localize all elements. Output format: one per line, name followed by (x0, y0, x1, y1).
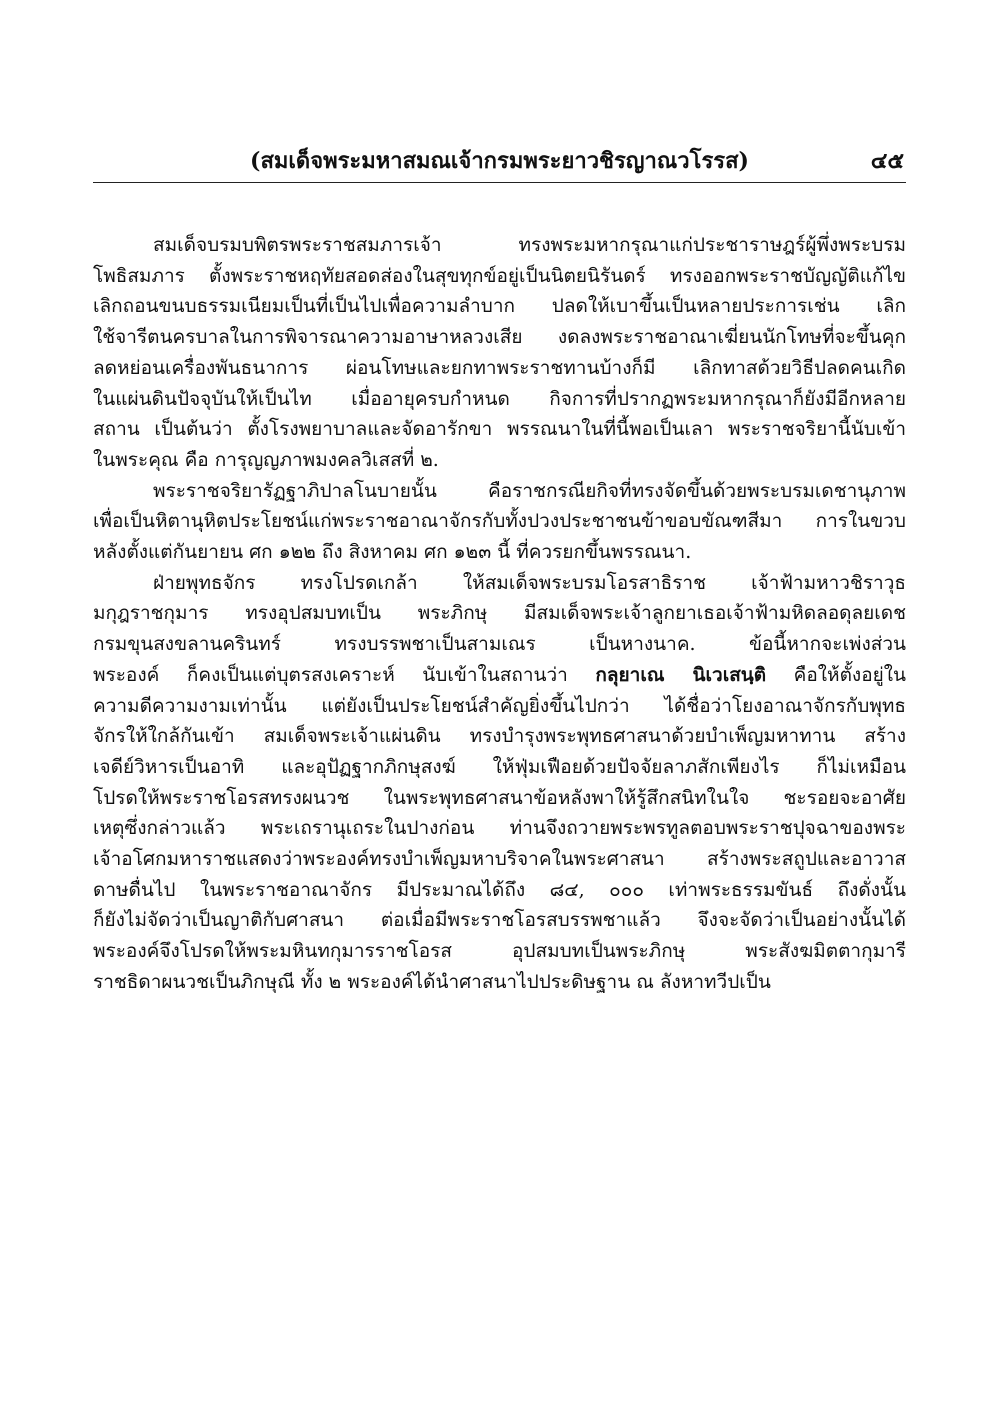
text-line: มกุฎราชกุมาร ทรงอุปสมบทเป็น พระภิกษุ มีสมเด็จพระเจ้าลูกยาเธอเจ้าฟ้ามหิดลอดุลยเดช (93, 602, 906, 625)
text-line: ความดีความงามเท่านั้น แต่ยังเป็นประโยชน์สำคัญยิ่งขึ้นไปกว่า ได้ชื่อว่าโยงอาณาจักรกับพุทธ (93, 694, 906, 717)
text-line: จักรให้ใกล้กันเข้า สมเด็จพระเจ้าแผ่นดิน ทรงบำรุงพระพุทธศาสนาด้วยบำเพ็ญมหาทาน สร้าง (93, 725, 906, 748)
body-text (93, 230, 906, 998)
text-line: โปรดให้พระราชโอรสทรงผนวช ในพระพุทธศาสนาข้อหลังพาให้รู้สึกสนิทในใจ ชะรอยจะอาศัย (93, 786, 906, 809)
text-segment: คือให้ตั้งอยู่ใน (766, 663, 906, 686)
text-line: ฝ่ายพุทธจักร ทรงโปรดเกล้า ให้สมเด็จพระบรมโอรสาธิราช เจ้าฟ้ามหาวชิราวุธ (153, 571, 906, 594)
paragraph-1 (93, 230, 906, 476)
text-line: ใช้จารีตนครบาลในการพิจารณาความอาษาหลวงเสีย งดลงพระราชอาณาเฆี่ยนนักโทษที่จะขึ้นคุก (93, 326, 906, 349)
text-line: สถาน เป็นต้นว่า ตั้งโรงพยาบาลและจัดอารักขา พรรณนาในที่นี้พอเป็นเลา พระราชจริยานี้นับเข้า (93, 418, 906, 441)
text-line: ลดหย่อนเครื่องพันธนาการ ผ่อนโทษและยกทาพระราชทานบ้างก็มี เลิกทาสด้วยวิธีปลดคนเกิด (93, 356, 906, 379)
header-title: (สมเด็จพระมหาสมณเจ้ากรมพระยาวชิรญาณวโรรส) (250, 148, 749, 174)
text-segment: พระองค์ ก็คงเป็นแต่บุตรสงเคราะห์ นับเข้าในสถานว่า (93, 663, 596, 686)
text-line: เจ้าอโศกมหาราชแสดงว่าพระองค์ทรงบำเพ็ญมหาบริจาคในพระศาสนา สร้างพระสถูปและอาวาส (93, 848, 906, 871)
text-line: ในพระคุณ คือ การุญญภาพมงคลวิเสสที่ ๒. (93, 448, 439, 471)
paragraph-3 (93, 568, 906, 998)
text-line: พระราชจริยารัฏฐาภิปาลโนบายนั้น คือราชกรณียกิจที่ทรงจัดขึ้นด้วยพระบรมเดชานุภาพ (153, 479, 906, 502)
text-line: โพธิสมภาร ตั้งพระราชหฤทัยสอดส่องในสุขทุกข์อยู่เป็นนิตยนิรันดร์ ทรงออกพระราชบัญญัติแก้ไข (93, 264, 906, 287)
text-line: ในแผ่นดินปัจจุบันให้เป็นไท เมื่ออายุครบกำหนด กิจการที่ปรากฏพระมหากรุณาก็ยังมีอีกหลาย (93, 387, 906, 410)
text-line: เพื่อเป็นหิตานุหิตประโยชน์แก่พระราชอาณาจักรกับทั้งปวงประชาชนข้าขอบขัณฑสีมา การในขวบ (93, 510, 906, 533)
text-line: สมเด็จบรมบพิตรพระราชสมภารเจ้า ทรงพระมหากรุณาแก่ประชาราษฎร์ผู้พึ่งพระบรม (153, 234, 906, 256)
text-line: เลิกถอนขนบธรรมเนียมเป็นที่เป็นไปเพื่อความลำบาก ปลดให้เบาขึ้นเป็นหลายประการเช่น เลิก (93, 295, 906, 318)
paragraph-2 (93, 476, 906, 568)
text-line: เจดีย์วิหารเป็นอาทิ และอุปัฏฐากภิกษุสงฆ์ ให้ฟุ่มเฟือยด้วยปัจจัยลาภสักเพียงไร ก็ไม่เหมือน (93, 755, 906, 778)
pali-phrase: กลุยาเณ นิเวเสนฺติ (595, 663, 767, 686)
text-line: พระองค์จึงโปรดให้พระมหินทกุมารราชโอรส อุปสมบทเป็นพระภิกษุ พระสังฆมิตตากุมารี (93, 940, 906, 963)
text-line: ดาษดื่นไป ในพระราชอาณาจักร มีประมาณได้ถึง ๘๔, ๐๐๐ เท่าพระธรรมขันธ์ ถึงดั่งนั้น (93, 878, 906, 901)
text-line: เหตุซึ่งกล่าวแล้ว พระเถรานุเถระในปางก่อน ท่านจึงถวายพระพรทูลตอบพระราชปุจฉาของพระ (93, 817, 906, 840)
page-number: ๔๕ (870, 148, 904, 174)
text-line: หลังตั้งแต่กันยายน ศก ๑๒๒ ถึง สิงหาคม ศก ๑๒๓ นี้ ที่ควรยกขึ้นพรรณนา. (93, 541, 692, 564)
text-line: ราชธิดาผนวชเป็นภิกษุณี ทั้ง ๒ พระองค์ได้นำศาสนาไปประดิษฐาน ณ ลังหาทวีปเป็น (93, 970, 771, 993)
text-line-with-emphasis (93, 660, 906, 691)
text-line: กรมขุนสงขลานครินทร์ ทรงบรรพชาเป็นสามเณร เป็นหางนาค. ข้อนี้หากจะเพ่งส่วน (93, 633, 906, 656)
running-header (93, 146, 906, 183)
text-line: ก็ยังไม่จัดว่าเป็นญาติกับศาสนา ต่อเมื่อมีพระราชโอรสบรรพชาแล้ว จึงจะจัดว่าเป็นอย่างนั้นได้ (93, 909, 906, 932)
